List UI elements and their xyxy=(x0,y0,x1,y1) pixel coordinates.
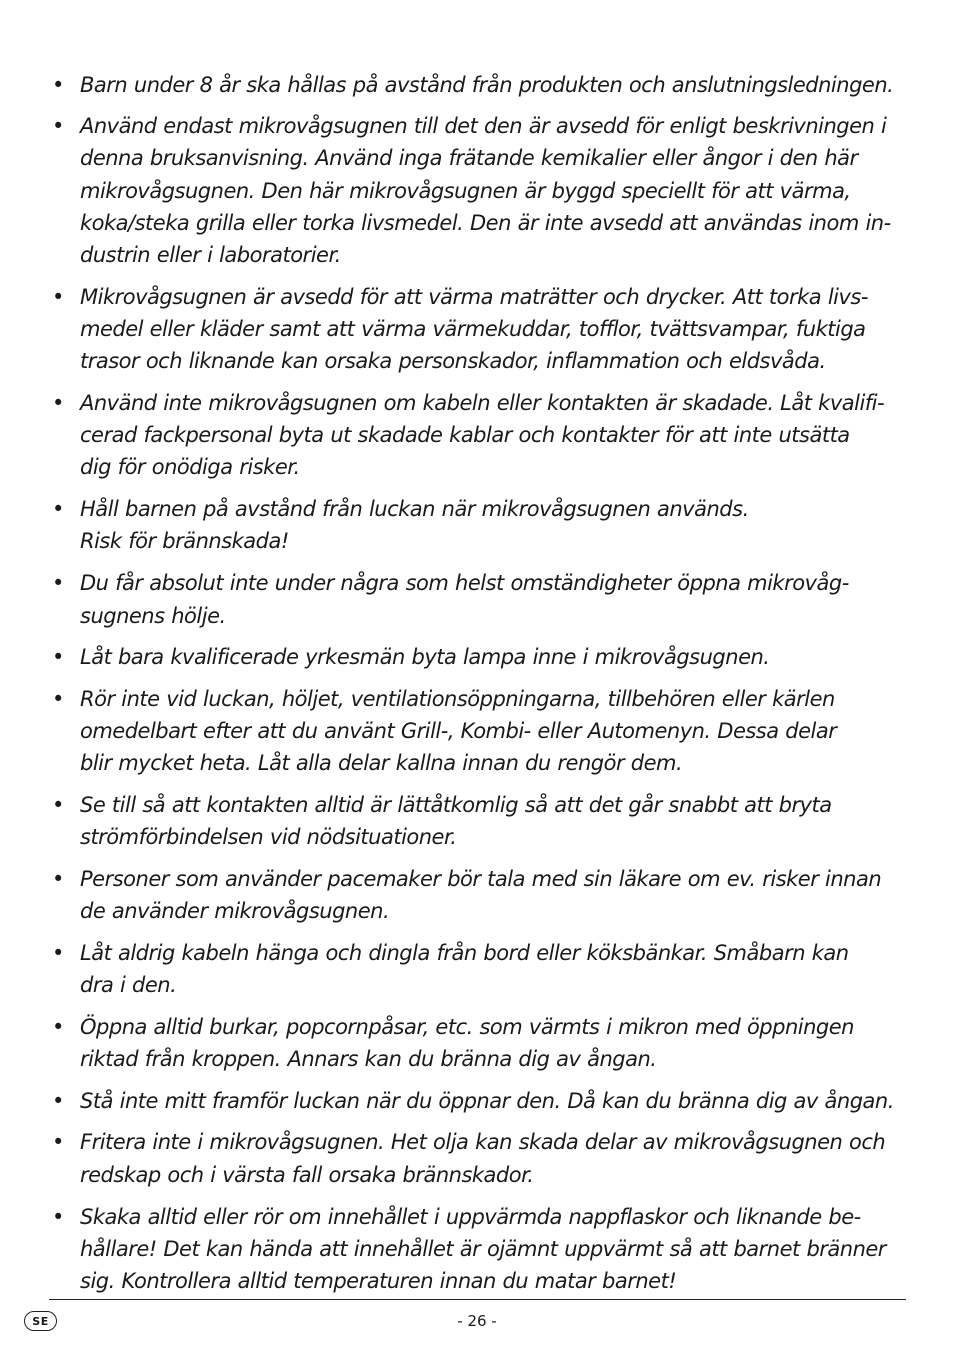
bullet-marker: • xyxy=(52,645,65,670)
text-line: Öppna alltid burkar, popcornpåsar, etc. som värmts i mikron med öppningen xyxy=(80,1014,854,1039)
text-line: sugnens hölje. xyxy=(80,603,226,628)
bullet-marker: • xyxy=(52,72,65,97)
list-item-text xyxy=(80,69,910,101)
text-line: Mikrovågsugnen är avsedd för att värma maträtter och drycker. Att torka livs- xyxy=(80,284,868,309)
text-line: Håll barnen på avstånd från luckan när mikrovågsugnen används. xyxy=(80,496,749,521)
list-item xyxy=(50,937,910,1001)
bullet-marker: • xyxy=(52,793,65,818)
bullet-marker: • xyxy=(52,1130,65,1155)
list-item xyxy=(50,110,910,271)
text-line: Rör inte vid luckan, höljet, ventilationsöppningarna, tillbehören eller kärlen xyxy=(80,686,835,711)
text-line: koka/steka grilla eller torka livsmedel. Den är inte avsedd att användas inom in- xyxy=(80,210,891,235)
bullet-marker: • xyxy=(52,571,65,596)
text-line: Se till så att kontakten alltid är lättåtkomlig så att det går snabbt att bryta xyxy=(80,793,832,818)
list-item-text xyxy=(80,1011,910,1075)
list-item-text xyxy=(80,1126,910,1190)
page-number: - 26 - xyxy=(457,1312,497,1330)
list-item xyxy=(50,683,910,780)
text-line: denna bruksanvisning. Använd inga frätande kemikalier eller ångor i den här xyxy=(80,146,858,171)
text-line: cerad fackpersonal byta ut skadade kablar och kontakter för att inte utsätta xyxy=(80,423,850,448)
text-line: mikrovågsugnen. Den här mikrovågsugnen är byggd speciellt för att värma, xyxy=(80,178,851,203)
list-item xyxy=(50,493,910,557)
text-line: strömförbindelsen vid nödsituationer. xyxy=(80,825,457,850)
text-line: omedelbart efter att du använt Grill-, Kombi- eller Automenyn. Dessa delar xyxy=(80,719,837,744)
list-item-text xyxy=(80,937,910,1001)
text-line: Skaka alltid eller rör om innehållet i uppvärmda nappflaskor och liknande be- xyxy=(80,1204,861,1229)
list-item-text xyxy=(80,683,910,780)
list-item-text xyxy=(80,641,910,673)
text-line: riktad från kroppen. Annars kan du bränna dig av ångan. xyxy=(80,1046,657,1071)
list-item xyxy=(50,281,910,378)
list-item-text xyxy=(80,1201,910,1298)
bullet-marker: • xyxy=(52,496,65,521)
text-line: Barn under 8 år ska hållas på avstånd från produkten och anslutningsledningen. xyxy=(80,72,894,97)
list-item-text xyxy=(80,1085,910,1117)
bullet-marker: • xyxy=(52,284,65,309)
list-item xyxy=(50,1011,910,1075)
list-item-text xyxy=(80,387,910,484)
list-item xyxy=(50,789,910,853)
bullet-marker: • xyxy=(52,1088,65,1113)
footer-divider xyxy=(49,1299,906,1300)
bullet-marker: • xyxy=(52,1014,65,1039)
list-item xyxy=(50,641,910,673)
bullet-marker: • xyxy=(52,390,65,415)
list-item xyxy=(50,1126,910,1190)
text-line: redskap och i värsta fall orsaka brännskador. xyxy=(80,1162,534,1187)
text-line: dig för onödiga risker. xyxy=(80,455,300,480)
text-line: dra i den. xyxy=(80,973,177,998)
list-item xyxy=(50,1085,910,1117)
list-item-text xyxy=(80,567,910,631)
list-item xyxy=(50,387,910,484)
text-line: Personer som använder pacemaker bör tala med sin läkare om ev. risker innan xyxy=(80,866,882,891)
text-line: Stå inte mitt framför luckan när du öppnar den. Då kan du bränna dig av ångan. xyxy=(80,1088,894,1113)
bullet-marker: • xyxy=(52,114,65,139)
text-line: dustrin eller i laboratorier. xyxy=(80,243,341,268)
bullet-marker: • xyxy=(52,1204,65,1229)
list-item-text xyxy=(80,789,910,853)
text-line: trasor och liknande kan orsaka personskador, inflammation och eldsvåda. xyxy=(80,349,826,374)
list-item-text xyxy=(80,863,910,927)
list-item xyxy=(50,69,910,101)
list-item xyxy=(50,567,910,631)
text-line: Använd endast mikrovågsugnen till det den är avsedd för enligt beskrivningen i xyxy=(80,114,887,139)
bullet-marker: • xyxy=(52,686,65,711)
text-line: Fritera inte i mikrovågsugnen. Het olja kan skada delar av mikrovågsugnen och xyxy=(80,1130,886,1155)
bullet-marker: • xyxy=(52,940,65,965)
text-line: medel eller kläder samt att värma värmekuddar, tofflor, tvättsvampar, fuktiga xyxy=(80,316,866,341)
list-item xyxy=(50,863,910,927)
text-line: Du får absolut inte under några som helst omständigheter öppna mikrovåg- xyxy=(80,571,849,596)
list-item-text xyxy=(80,281,910,378)
bullet-marker: • xyxy=(52,866,65,891)
list-item xyxy=(50,1201,910,1298)
language-badge: SE xyxy=(24,1311,57,1331)
text-line: hållare! Det kan hända att innehållet är ojämnt uppvärmt så att barnet bränner xyxy=(80,1237,886,1261)
text-line: blir mycket heta. Låt alla delar kallna innan du rengör dem. xyxy=(80,751,683,776)
text-line: Låt aldrig kabeln hänga och dingla från bord eller köksbänkar. Småbarn kan xyxy=(80,940,849,965)
text-line: de använder mikrovågsugnen. xyxy=(80,899,390,924)
text-line: Låt bara kvalificerade yrkesmän byta lampa inne i mikrovågsugnen. xyxy=(80,645,770,670)
text-line: sig. Kontrollera alltid temperaturen innan du matar barnet! xyxy=(80,1269,677,1294)
safety-instructions-list xyxy=(50,59,910,1297)
list-item-text xyxy=(80,110,910,271)
list-item-text xyxy=(80,493,910,557)
text-line: Risk för brännskada! xyxy=(80,529,289,554)
text-line: Använd inte mikrovågsugnen om kabeln eller kontakten är skadade. Låt kvalifi- xyxy=(80,390,885,415)
